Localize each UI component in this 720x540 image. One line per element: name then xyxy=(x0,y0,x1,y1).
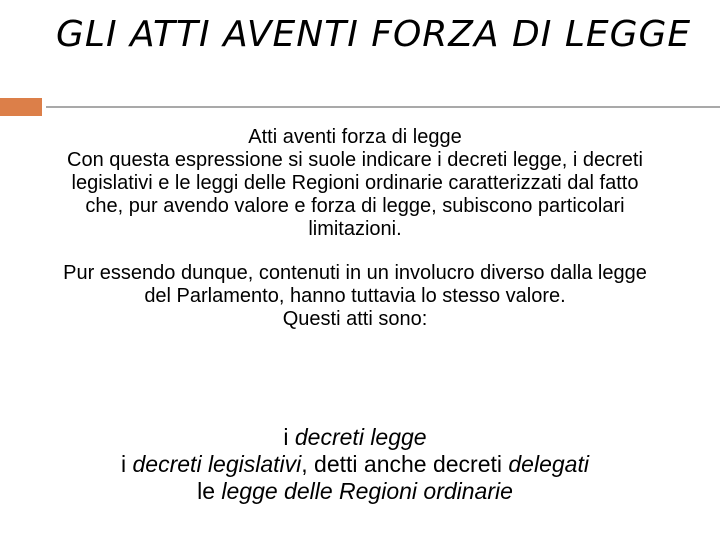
slide-title: GLI ATTI AVENTI FORZA DI LEGGE xyxy=(56,14,692,55)
body-intro: Questi atti sono: xyxy=(282,308,428,330)
list-item: le legge delle Regioni ordinarie xyxy=(197,478,513,504)
accent-block xyxy=(0,98,42,116)
list-item: i decreti legislativi, detti anche decreti delegati xyxy=(121,451,589,477)
body-heading: Atti aventi forza di legge xyxy=(248,126,462,148)
slide-body xyxy=(60,126,650,331)
body-paragraph-2: Pur essendo dunque, contenuti in un involucro diverso dalla legge del Parlamento, hanno tuttavia lo stesso valore. xyxy=(63,262,647,307)
acts-list xyxy=(60,424,650,505)
list-item: i decreti legge xyxy=(283,424,427,450)
body-paragraph-1: Con questa espressione si suole indicare i decreti legge, i decreti legislativi e le leggi delle Regioni ordinarie caratterizzati dal fatto che, pur avendo valore e forza di legge, subiscono particolari limitazioni. xyxy=(67,149,643,240)
title-divider xyxy=(46,106,720,108)
